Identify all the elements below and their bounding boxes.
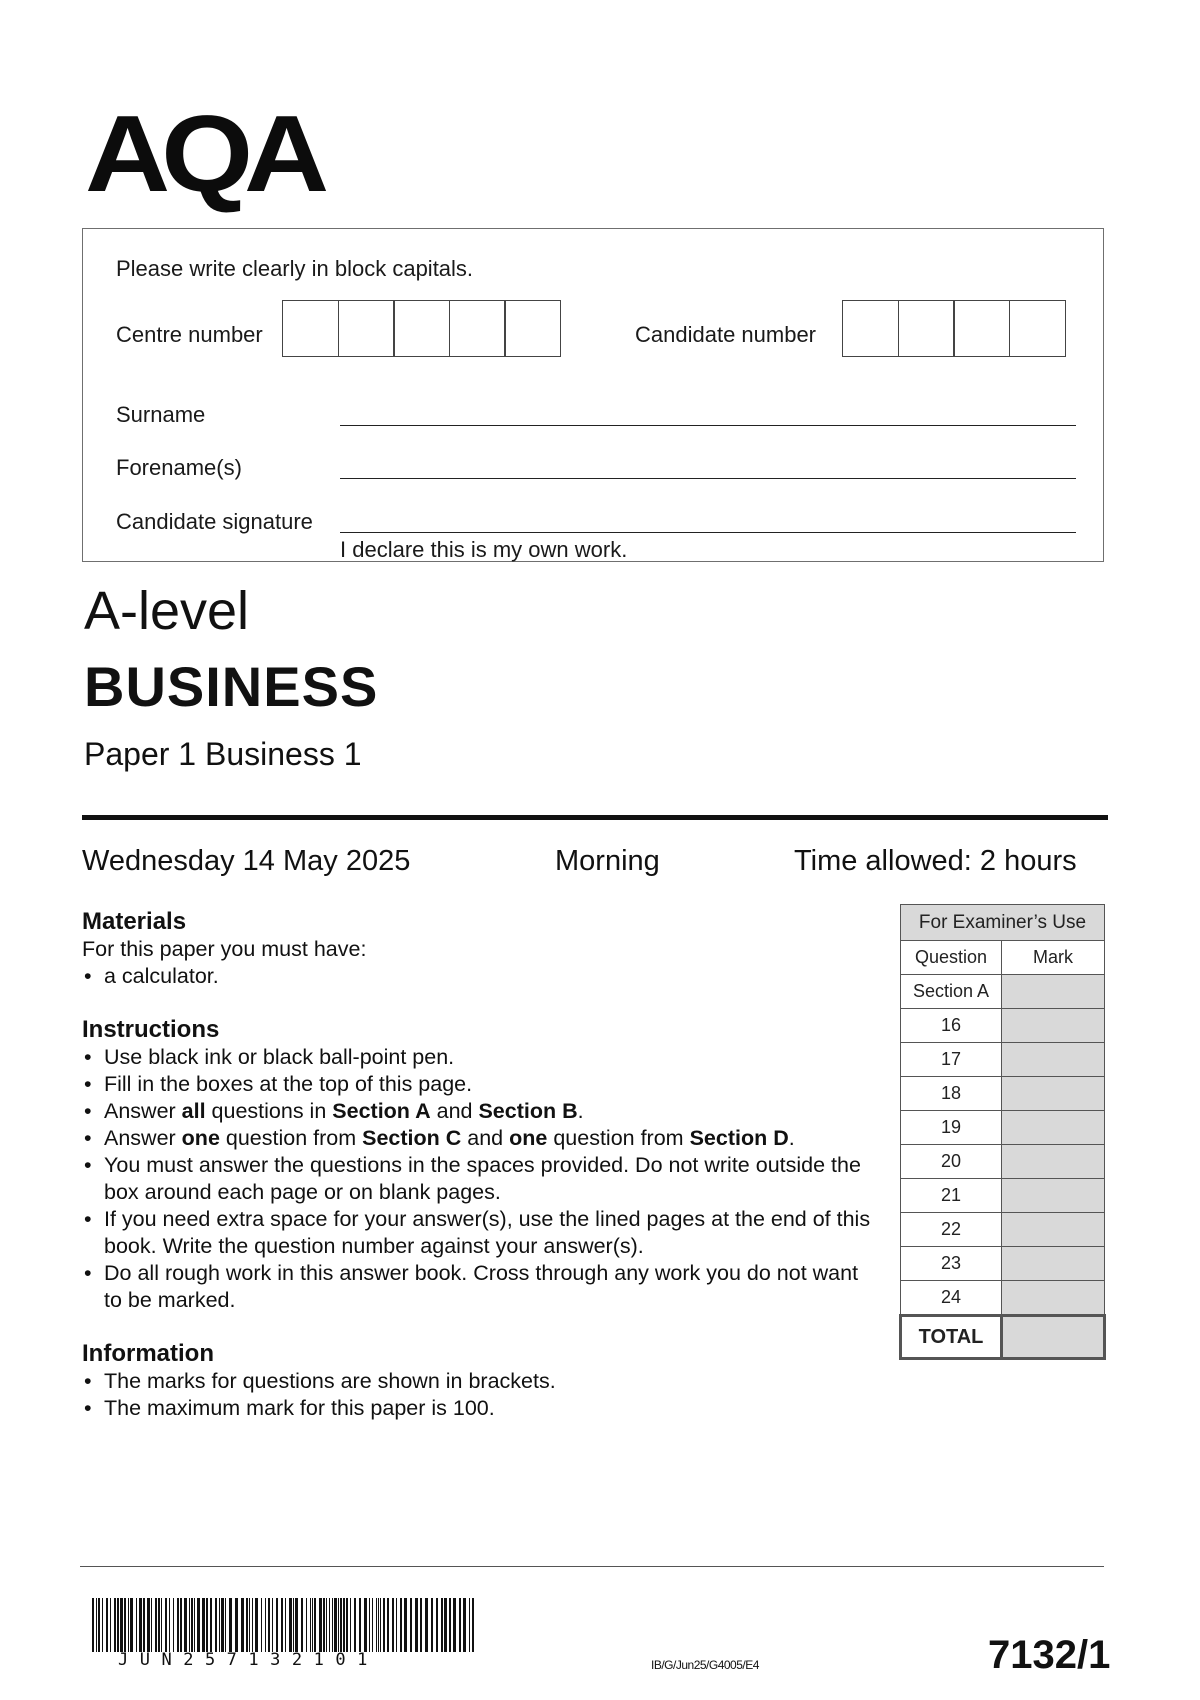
paper-code: 7132/1 xyxy=(988,1633,1111,1677)
mark-cell xyxy=(1002,1145,1105,1179)
centre-number-digit-box[interactable] xyxy=(393,300,450,357)
list-item xyxy=(82,1044,872,1071)
total-label: TOTAL xyxy=(901,1316,1002,1359)
candidate-number-boxes[interactable] xyxy=(842,300,1064,357)
instruction-text: . xyxy=(577,1099,584,1123)
qualification-level: A-level xyxy=(84,581,250,641)
centre-number-boxes[interactable] xyxy=(282,300,560,357)
materials-intro: For this paper you must have: xyxy=(82,937,367,961)
table-row xyxy=(901,975,1105,1009)
emphasis-text: Section B xyxy=(478,1099,578,1123)
instruction-text: questions in xyxy=(205,1099,333,1123)
instruction-text: Do all rough work in this answer book. Cross through any work you do not want to be marked. xyxy=(104,1261,859,1312)
instructions-heading: Instructions xyxy=(82,1016,220,1043)
centre-number-digit-box[interactable] xyxy=(504,300,561,357)
table-row xyxy=(901,1009,1105,1043)
mark-cell xyxy=(1002,1043,1105,1077)
centre-number-digit-box[interactable] xyxy=(338,300,395,357)
mark-cell xyxy=(1002,1179,1105,1213)
footer-divider xyxy=(80,1566,1104,1567)
block-capitals-instruction: Please write clearly in block capitals. xyxy=(116,256,474,281)
mark-cell xyxy=(1002,975,1105,1009)
question-cell: 23 xyxy=(901,1247,1002,1281)
list-item xyxy=(82,1260,872,1314)
materials-list xyxy=(82,963,862,990)
information-section xyxy=(82,1340,862,1422)
instruction-text: question from xyxy=(547,1126,690,1150)
materials-section xyxy=(82,908,862,990)
emphasis-text: one xyxy=(181,1126,220,1150)
aqa-logo: AQA xyxy=(85,93,321,215)
instruction-text: You must answer the questions in the spaces provided. Do not write outside the box around each page or on blank pages. xyxy=(104,1153,861,1204)
candidate-number-digit-box[interactable] xyxy=(842,300,899,357)
instruction-text: and xyxy=(461,1126,510,1150)
instruction-text: Answer xyxy=(104,1126,182,1150)
instruction-text: question from xyxy=(219,1126,363,1150)
mark-cell xyxy=(1002,1213,1105,1247)
emphasis-text: Section A xyxy=(332,1099,431,1123)
table-row xyxy=(901,1281,1105,1316)
title-divider xyxy=(82,815,1108,820)
question-cell: 21 xyxy=(901,1179,1002,1213)
list-item: • The maximum mark for this paper is 100. xyxy=(82,1395,862,1422)
list-item xyxy=(82,1206,872,1260)
list-item: • The marks for questions are shown in brackets. xyxy=(82,1368,862,1395)
table-row xyxy=(901,1247,1105,1281)
candidate-number-digit-box[interactable] xyxy=(953,300,1010,357)
signature-field[interactable] xyxy=(340,532,1076,533)
document-reference: IB/G/Jun25/G4005/E4 xyxy=(651,1658,759,1672)
surname-label: Surname xyxy=(116,402,206,427)
question-cell: 18 xyxy=(901,1077,1002,1111)
surname-field[interactable] xyxy=(340,425,1076,426)
table-row xyxy=(901,1145,1105,1179)
question-cell: 19 xyxy=(901,1111,1002,1145)
centre-number-digit-box[interactable] xyxy=(449,300,506,357)
list-item xyxy=(82,1098,872,1125)
question-cell: 17 xyxy=(901,1043,1002,1077)
mark-column-header: Mark xyxy=(1002,941,1105,975)
candidate-number-digit-box[interactable] xyxy=(898,300,955,357)
list-item xyxy=(82,1152,872,1206)
emphasis-text: Section C xyxy=(362,1126,462,1150)
information-heading: Information xyxy=(82,1340,214,1367)
forenames-label: Forename(s) xyxy=(116,455,242,480)
mark-cell xyxy=(1002,1077,1105,1111)
barcode-icon xyxy=(92,1598,478,1652)
instruction-text: Answer xyxy=(104,1099,182,1123)
instruction-text: . xyxy=(788,1126,795,1150)
question-cell: 20 xyxy=(901,1145,1002,1179)
paper-title: Paper 1 Business 1 xyxy=(84,736,362,772)
question-cell: 24 xyxy=(901,1281,1002,1316)
mark-cell xyxy=(1002,1281,1105,1316)
exam-session: Morning xyxy=(555,845,660,877)
signature-label: Candidate signature xyxy=(116,509,313,534)
examiner-use-table xyxy=(899,904,1106,1360)
barcode-number: JUN257132101 xyxy=(118,1650,379,1670)
instruction-text: If you need extra space for your answer(s), use the lined pages at the end of this book. Write the question number against your answer(s). xyxy=(104,1207,871,1258)
list-item: • a calculator. xyxy=(82,963,862,990)
centre-number-digit-box[interactable] xyxy=(282,300,339,357)
emphasis-text: Section D xyxy=(689,1126,789,1150)
table-row xyxy=(901,1213,1105,1247)
total-mark-cell xyxy=(1002,1316,1105,1359)
declaration-text: I declare this is my own work. xyxy=(340,537,628,562)
time-allowed: Time allowed: 2 hours xyxy=(794,845,1077,877)
instructions-section xyxy=(82,1016,872,1314)
question-column-header: Question xyxy=(901,941,1002,975)
information-list xyxy=(82,1368,862,1422)
table-row xyxy=(901,1111,1105,1145)
subject-title: BUSINESS xyxy=(84,655,379,718)
instruction-text: and xyxy=(430,1099,479,1123)
instruction-text: Use black ink or black ball-point pen. xyxy=(104,1045,455,1069)
candidate-number-label: Candidate number xyxy=(635,322,817,347)
question-cell: 22 xyxy=(901,1213,1002,1247)
instructions-list xyxy=(82,1044,872,1314)
candidate-number-digit-box[interactable] xyxy=(1009,300,1066,357)
exam-date: Wednesday 14 May 2025 xyxy=(82,845,411,877)
question-cell: Section A xyxy=(901,975,1002,1009)
instruction-text: Fill in the boxes at the top of this page. xyxy=(104,1072,473,1096)
table-row xyxy=(901,1077,1105,1111)
materials-heading: Materials xyxy=(82,908,187,935)
table-row xyxy=(901,1043,1105,1077)
mark-cell xyxy=(1002,1247,1105,1281)
emphasis-text: one xyxy=(509,1126,548,1150)
table-row xyxy=(901,1179,1105,1213)
mark-cell xyxy=(1002,1009,1105,1043)
centre-number-label: Centre number xyxy=(116,322,263,347)
examiner-table-title: For Examiner’s Use xyxy=(901,905,1105,941)
mark-cell xyxy=(1002,1111,1105,1145)
question-cell: 16 xyxy=(901,1009,1002,1043)
emphasis-text: all xyxy=(181,1099,206,1123)
list-item xyxy=(82,1071,872,1098)
list-item xyxy=(82,1125,872,1152)
forenames-field[interactable] xyxy=(340,478,1076,479)
